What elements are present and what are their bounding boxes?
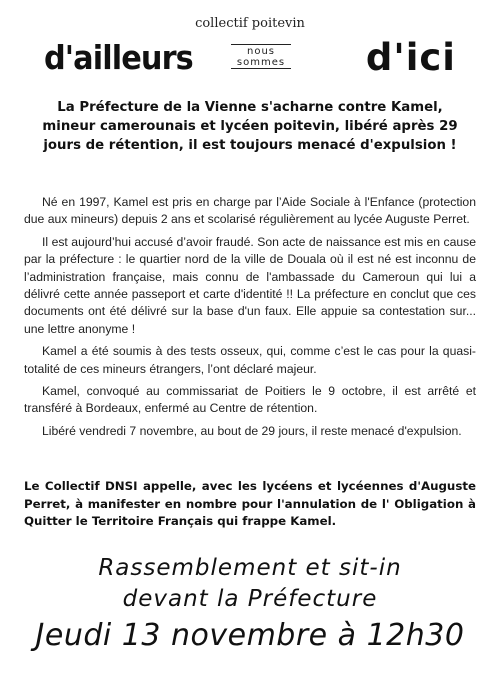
paragraph: Il est aujourd’hui accusé d’avoir fraudé. Son acte de naissance est mis en cause par la préfecture : le quartier nord de la ville de Douala où il est né est inconnu de l’administration française, mais connu de l'ambassade du Cameroun qui lui a délivré cette année passeport et carte d'identité !! La préfecture en conclut que ces documents ont été délivré sur la base d'un faux. Elle appuie sa contestation sur... une lettre anonyme ! <box>24 234 476 336</box>
logo-rule-top <box>231 44 291 45</box>
headline: La Préfecture de la Vienne s'acharne contre Kamel, mineur camerounais et lycéen poitevin, libéré après 29 jours de rétention, il est toujours menacé d'expulsion ! <box>42 100 458 153</box>
body-text <box>24 194 476 445</box>
collectif-label: collectif poitevin <box>195 16 305 31</box>
logo-rule-bottom <box>231 68 291 69</box>
logo <box>44 38 456 80</box>
logo-right-text: d'ici <box>365 36 456 79</box>
logo-middle-top: nous <box>246 46 275 57</box>
event-line-2: devant la Préfecture <box>122 586 378 612</box>
logo-middle-bottom: sommes <box>236 57 286 68</box>
paragraph: Kamel a été soumis à des tests osseux, qui, comme c’est le cas pour la quasi-totalité de ces mineurs étrangers, l’ont déclaré majeur. <box>24 344 476 376</box>
event-line-1: Rassemblement et sit-in <box>98 555 402 581</box>
paragraph: Libéré vendredi 7 novembre, au bout de 29 jours, il reste menacé d'expulsion. <box>42 423 462 438</box>
paragraph: Né en 1997, Kamel est pris en charge par l’Aide Sociale à l'Enfance (protection due aux mineurs) depuis 2 ans et scolarisé régulièrement au lycée Auguste Perret. <box>24 195 476 227</box>
appeal-text: Le Collectif DNSI appelle, avec les lycéens et lycéennes d'Auguste Perret, à manifester en nombre pour l'annulation de l' Obligation à Quitter le Territoire Français qui frappe Kamel. <box>24 479 476 528</box>
logo-left-text: d'ailleurs <box>44 38 193 77</box>
event-date: Jeudi 13 novembre à 12h30 <box>35 618 465 653</box>
paragraph: Kamel, convoqué au commissariat de Poitiers le 9 octobre, il est arrêté et transféré à Bordeaux, enfermé au Centre de rétention. <box>24 384 476 416</box>
logo-middle <box>227 44 295 69</box>
